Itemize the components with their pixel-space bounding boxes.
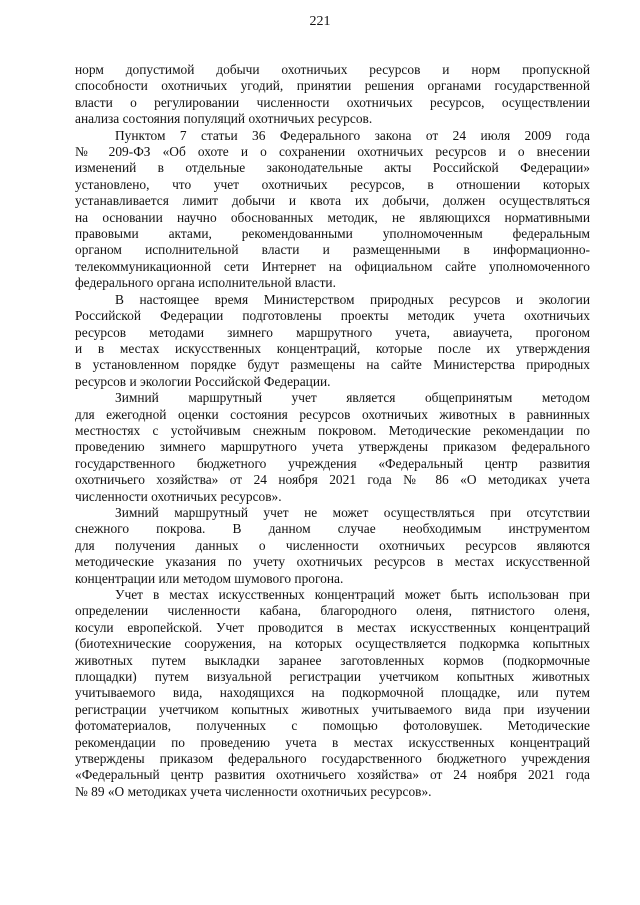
text-line: федерального органа исполнительной власти. [75, 275, 336, 291]
text-line: В настоящее время Министерством природных ресурсов и экологии [115, 291, 590, 307]
text-line: на основании научно обоснованных методик, не являющихся нормативными [75, 209, 590, 225]
text-line: для ежегодной оценки состояния ресурсов охотничьих животных в равнинных [75, 406, 590, 422]
text-line: численности охотничьих ресурсов». [75, 488, 282, 504]
text-line: № 209-ФЗ «Об охоте и о сохранении охотничьих ресурсов и о внесении [75, 144, 590, 160]
text-line: учитываемого вида, находящихся на подкормочной площадке, или путем [75, 685, 590, 701]
text-line: власти о регулировании численности охотничьих ресурсов, осуществлении [75, 94, 590, 110]
text-line: площадки) путем визуальной регистрации учетчиком копытных животных [75, 669, 590, 685]
document-body [75, 62, 590, 800]
text-line: и в местах искусственных концентраций, которые после их утверждения [75, 340, 590, 356]
text-line: анализа состояния популяций охотничьих ресурсов. [75, 111, 373, 127]
text-line: косули европейской. Учет проводится в местах искусственных концентраций [75, 619, 590, 635]
text-line: проведению зимнего маршрутного учета утверждены приказом федерального [75, 439, 590, 455]
text-line: ресурсов и экологии Российской Федерации. [75, 373, 331, 389]
text-line: государственного бюджетного учреждения «Федеральный центр развития [75, 455, 590, 471]
text-line: снежного покрова. В данном случае необходимым инструментом [75, 521, 590, 537]
text-line: утверждены приказом федерального государственного бюджетного учреждения [75, 751, 590, 767]
text-line: изменений в отдельные законодательные акты Российской Федерации» [75, 160, 590, 176]
text-line: методические указания по учету охотничьих ресурсов в местах искусственной [75, 554, 590, 570]
text-line: Зимний маршрутный учет не может осуществляться при отсутствии [115, 504, 590, 520]
text-line: регистрации учетчиком копытных животных учитываемого вида при изучении [75, 701, 590, 717]
text-line: Российской Федерации подготовлены проекты методик учета охотничьих [75, 308, 590, 324]
text-line: способности охотничьих угодий, принятии решения органами государственной [75, 78, 590, 94]
text-line: установлено, что учет охотничьих ресурсов, в отношении которых [75, 176, 590, 192]
text-line: № 89 «О методиках учета численности охотничьих ресурсов». [75, 783, 432, 799]
text-line: устанавливается лимит добычи и квота их добычи, должен осуществляться [75, 193, 590, 209]
page-number: 221 [309, 14, 331, 29]
text-line: определении численности кабана, благородного оленя, пятнистого оленя, [75, 603, 590, 619]
text-line: охотничьего хозяйства» от 24 ноября 2021 года № 86 «О методиках учета [75, 472, 590, 488]
text-line: фотоматериалов, полученных с помощью фотоловушек. Методические [75, 718, 590, 734]
text-line: Зимний маршрутный учет является общепринятым методом [115, 390, 590, 406]
text-line: норм допустимой добычи охотничьих ресурсов и норм пропускной [75, 62, 590, 77]
text-line: «Федеральный центр развития охотничьего хозяйства» от 24 ноября 2021 года [75, 767, 590, 783]
paragraph [75, 587, 590, 800]
paragraph [75, 390, 590, 505]
text-line: правовыми актами, рекомендованными уполномоченным федеральным [75, 226, 590, 242]
text-line: концентрации или методом шумового прогона. [75, 570, 344, 586]
paragraph [75, 292, 590, 390]
text-line: для получения данных о численности охотничьих ресурсов являются [75, 537, 590, 553]
text-line: Пунктом 7 статьи 36 Федерального закона от 24 июля 2009 года [115, 127, 590, 143]
paragraph [75, 505, 590, 587]
text-line: ресурсов методами зимнего маршрутного учета, авиаучета, прогоном [75, 324, 590, 340]
text-line: рекомендации по проведению учета в местах искусственных концентраций [75, 734, 590, 750]
paragraph [75, 128, 590, 292]
text-line: животных путем выкладки заранее заготовленных кормов (подкормочные [75, 652, 590, 668]
text-line: органом исполнительной власти и размещенными в информационно- [75, 242, 590, 258]
paragraph [75, 62, 590, 128]
text-line: телекоммуникационной сети Интернет на официальном сайте уполномоченного [75, 258, 590, 274]
text-line: (биотехнические сооружения, на которых осуществляется подкормка копытных [75, 636, 590, 652]
text-line: местностях с устойчивым снежным покровом. Методические рекомендации по [75, 422, 590, 438]
text-line: Учет в местах искусственных концентраций может быть использован при [115, 587, 590, 602]
text-line: в установленном порядке будут размещены на сайте Министерства природных [75, 357, 590, 373]
